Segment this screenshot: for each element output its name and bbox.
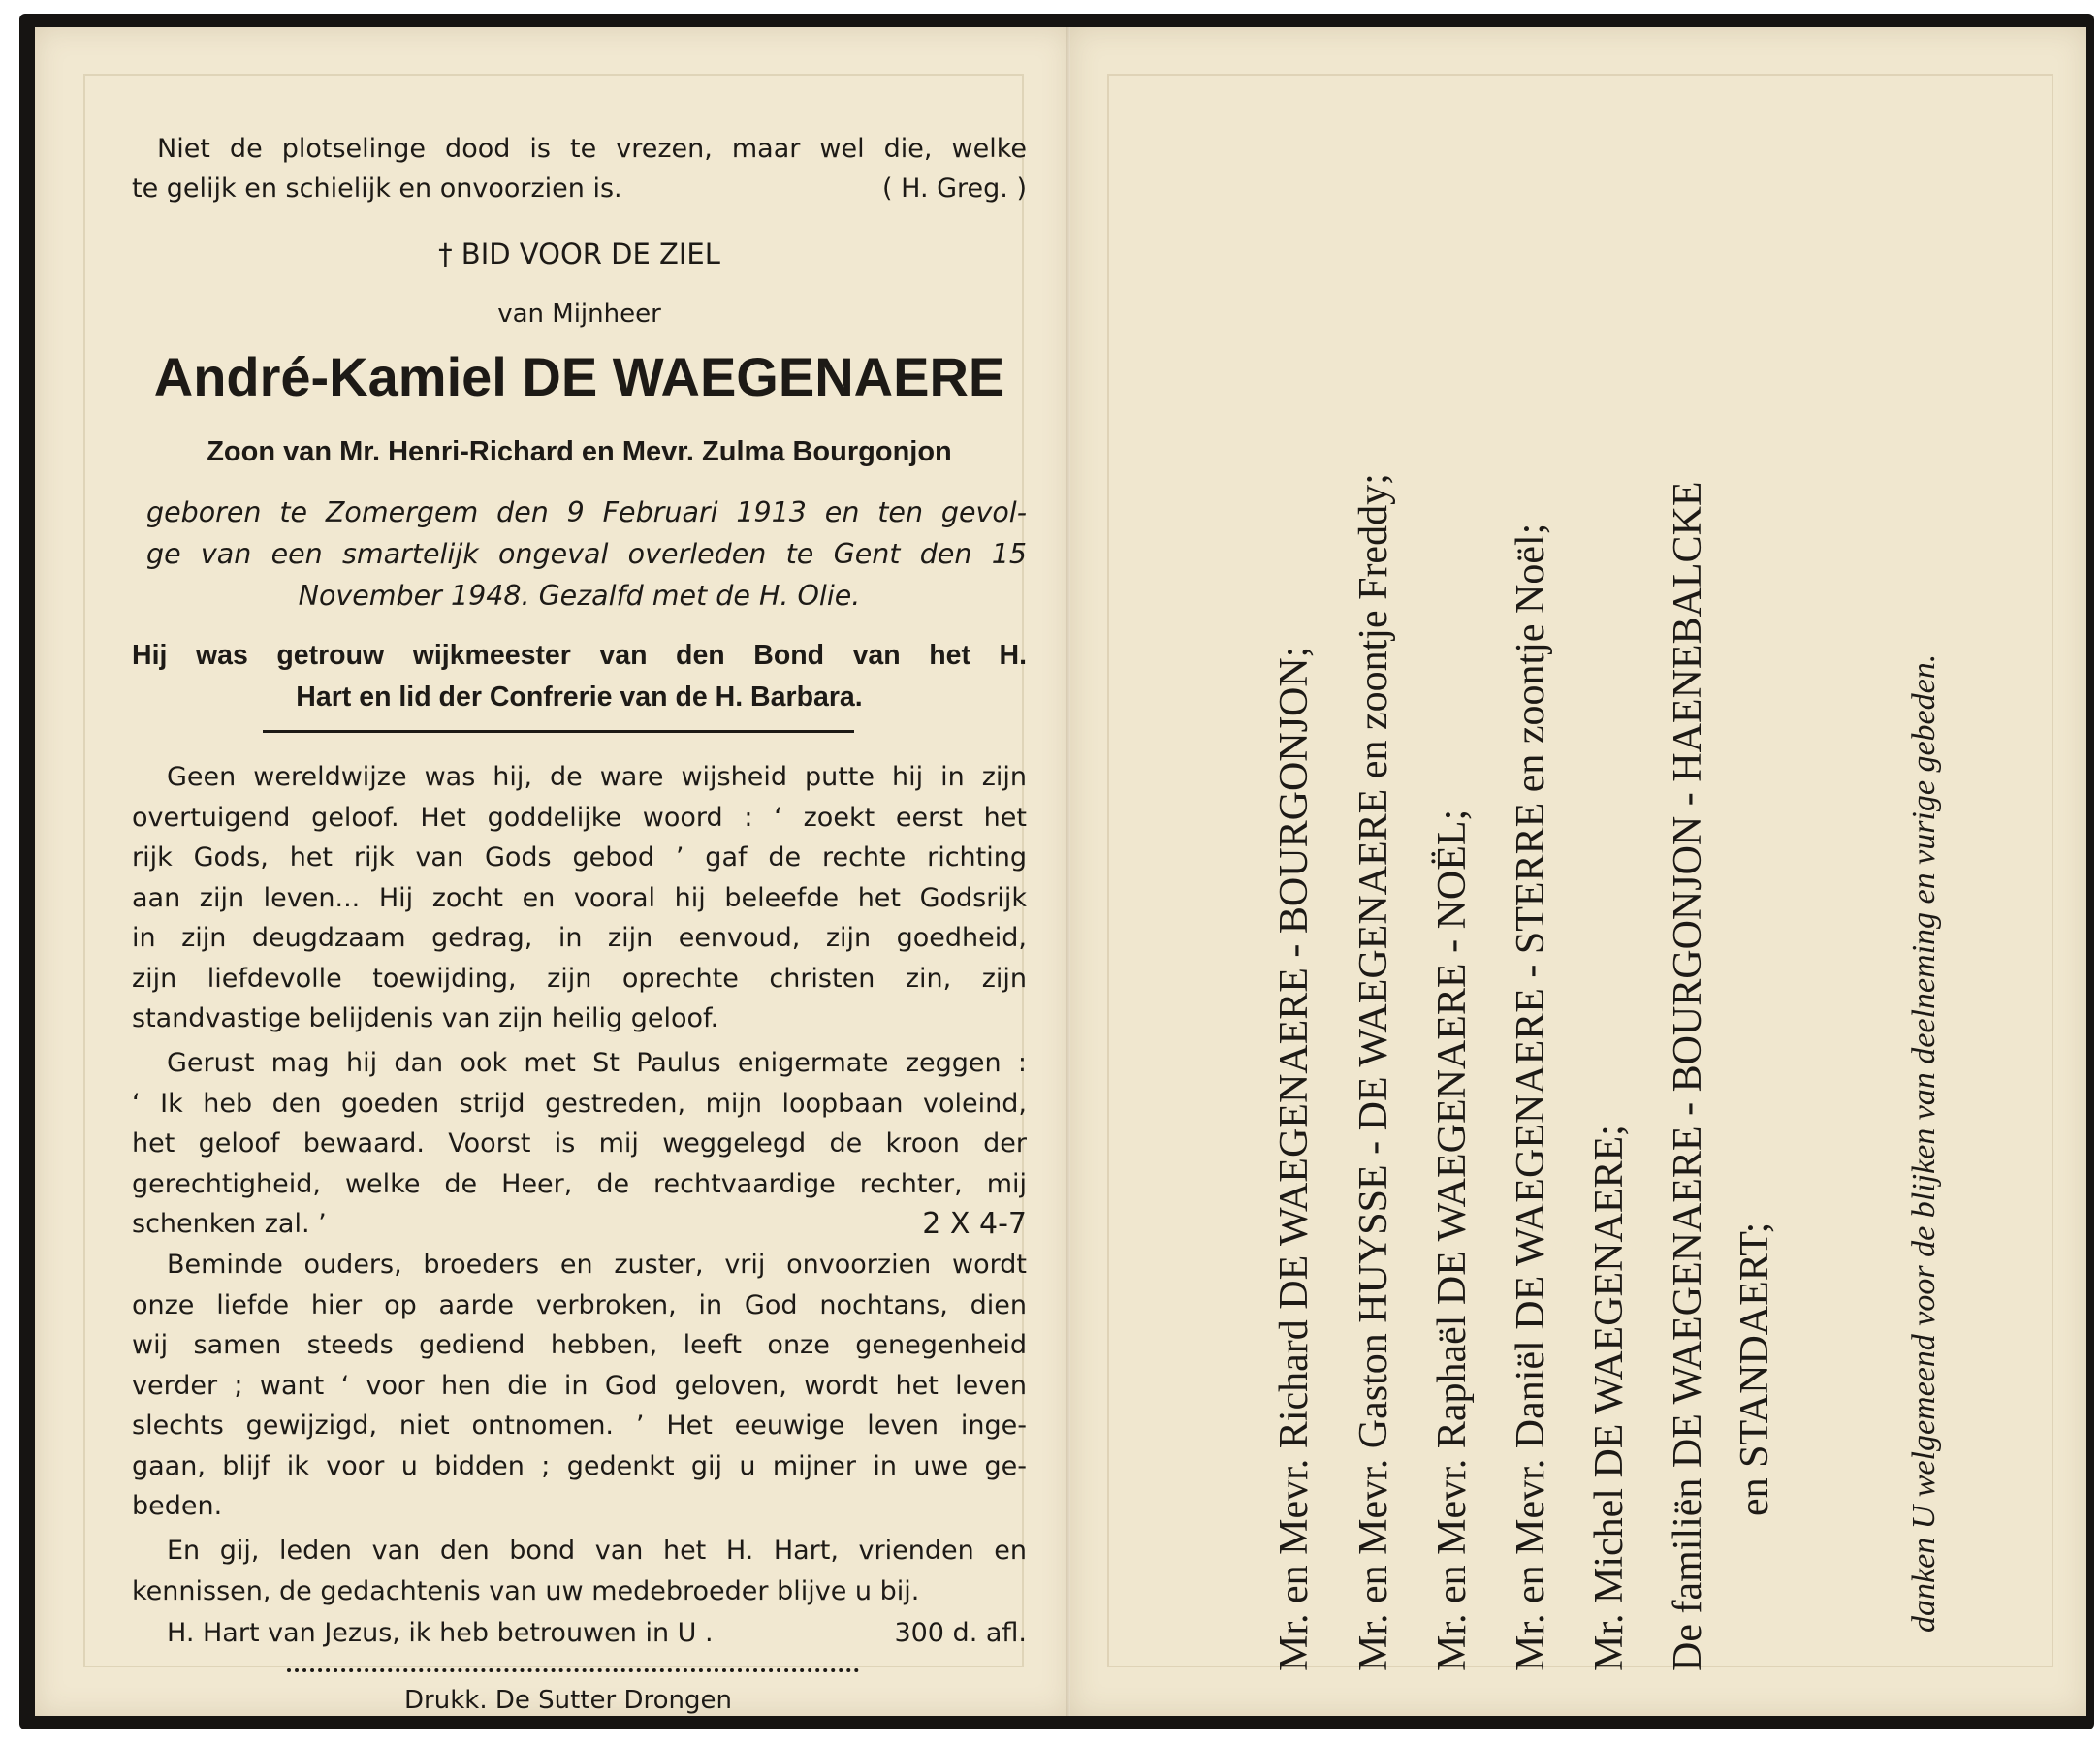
mourner-line: Mr. en Mevr. Raphaël DE WAEGENAERE - NOËL; [1430, 809, 1475, 1671]
deceased-name: André-Kamiel DE WAEGENAERE [153, 346, 1005, 407]
body-line: kennissen, de gedachtenis van uw medebroeder blijve u bij. [132, 1576, 920, 1606]
body-line: schenken zal. ’ [132, 1209, 327, 1239]
body-line: ‘ Ik heb den goeden strijd gestreden, mijn loopbaan voleind, [132, 1089, 1027, 1119]
indulgence-prayer: H. Hart van Jezus, ik heb betrouwen in U . [167, 1618, 714, 1648]
body-line: Gerust mag hij dan ook met St Paulus enigermate zeggen : [167, 1048, 1027, 1078]
body-line: verder ; want ‘ voor hen die in God geloven, wordt het leven [132, 1371, 1027, 1401]
printer-credit: Drukk. De Sutter Drongen [404, 1686, 732, 1715]
thanks-line: danken U welgemeend voor de blijken van deelneming en vurige gebeden. [1906, 653, 1942, 1633]
mourner-line: Mr. en Mevr. Richard DE WAEGENAERE - BOURGONJON; [1272, 646, 1317, 1671]
body-line: wij samen steeds gediend hebben, leeft onze genegenheid [132, 1330, 1027, 1360]
indulgence-days: 300 d. afl. [894, 1618, 1027, 1648]
mourner-line: Mr. en Mevr. Gaston HUYSSE - DE WAEGENAERE en zoontje Freddy; [1352, 473, 1396, 1671]
dotted-divider [287, 1668, 859, 1672]
birth-death-line-1: geboren te Zomergem den 9 Februari 1913 en ten gevol- [146, 496, 1027, 528]
body-line: overtuigend geloof. Het goddelijke woord : ‘ zoekt eerst het [132, 803, 1027, 833]
body-line: aan zijn leven... Hij zocht en vooral hij beleefde het Godsrijk [132, 883, 1027, 913]
body-line: in zijn deugdzaam gedrag, in zijn eenvoud, zijn goedheid, [132, 923, 1027, 953]
prayer-heading: † BID VOOR DE ZIEL [438, 238, 720, 270]
body-line: Beminde ouders, broeders en zuster, vrij onvoorzien wordt [167, 1250, 1027, 1280]
body-line: Geen wereldwijze was hij, de ware wijsheid putte hij in zijn [167, 762, 1027, 792]
body-line: rijk Gods, het rijk van Gods gebod ’ gaf de rechte richting [132, 842, 1027, 872]
body-line: gaan, blijf ik voor u bidden ; gedenkt gij u mijner in uwe ge- [132, 1451, 1027, 1481]
body-line: onze liefde hier op aarde verbroken, in God nochtans, dien [132, 1290, 1027, 1320]
membership-line-1: Hij was getrouw wijkmeester van den Bond van het H. [132, 640, 1027, 671]
body-line: slechts gewijzigd, niet ontnomen. ’ Het eeuwige leven inge- [132, 1411, 1027, 1441]
body-line: gerechtigheid, welke de Heer, de rechtvaardige rechter, mij [132, 1169, 1027, 1199]
birth-death-line-3: November 1948. Gezalfd met de H. Olie. [298, 580, 861, 612]
epigraph-line-1: Niet de plotselinge dood is te vrezen, maar wel die, welke [157, 134, 1027, 164]
left-panel [35, 27, 1070, 1716]
memorial-card [19, 14, 2094, 1729]
membership-line-2: Hart en lid der Confrerie van de H. Barbara. [296, 682, 863, 713]
body-line: standvastige belijdenis van zijn heilig geloof. [132, 1003, 719, 1033]
mourner-line: en STANDAERT; [1733, 1222, 1777, 1516]
parents-line: Zoon van Mr. Henri-Richard en Mevr. Zulma Bourgonjon [207, 436, 952, 467]
indulgence-line [167, 1613, 1027, 1654]
mourner-line: Mr. Michel DE WAEGENAERE; [1587, 1125, 1632, 1671]
body-line: zijn liefdevolle toewijding, zijn oprechte christen zin, zijn [132, 964, 1027, 994]
body-line: beden. [132, 1491, 223, 1521]
body-line: het geloof bewaard. Voorst is mij weggelegd de kroon der [132, 1128, 1027, 1158]
epigraph-line-2 [132, 169, 1027, 209]
mourner-line: Mr. en Mevr. Daniël DE WAEGENAERE - STERRE en zoontje Noël; [1509, 523, 1553, 1671]
epigraph-source: ( H. Greg. ) [882, 174, 1027, 204]
honorific: van Mijnheer [497, 300, 661, 329]
divider-rule [263, 730, 854, 733]
birth-death-line-2: ge van een smartelijk ongeval overleden te Gent den 15 [146, 538, 1027, 570]
mourner-line: De familiën DE WAEGENAERE - BOURGONJON - HAENEBALCKE [1666, 481, 1710, 1671]
body-line: En gij, leden van den bond van het H. Hart, vrienden en [167, 1536, 1027, 1566]
scripture-reference: 2 X 4-7 [922, 1207, 1027, 1241]
epigraph-text: te gelijk en schielijk en onvoorzien is. [132, 174, 622, 204]
